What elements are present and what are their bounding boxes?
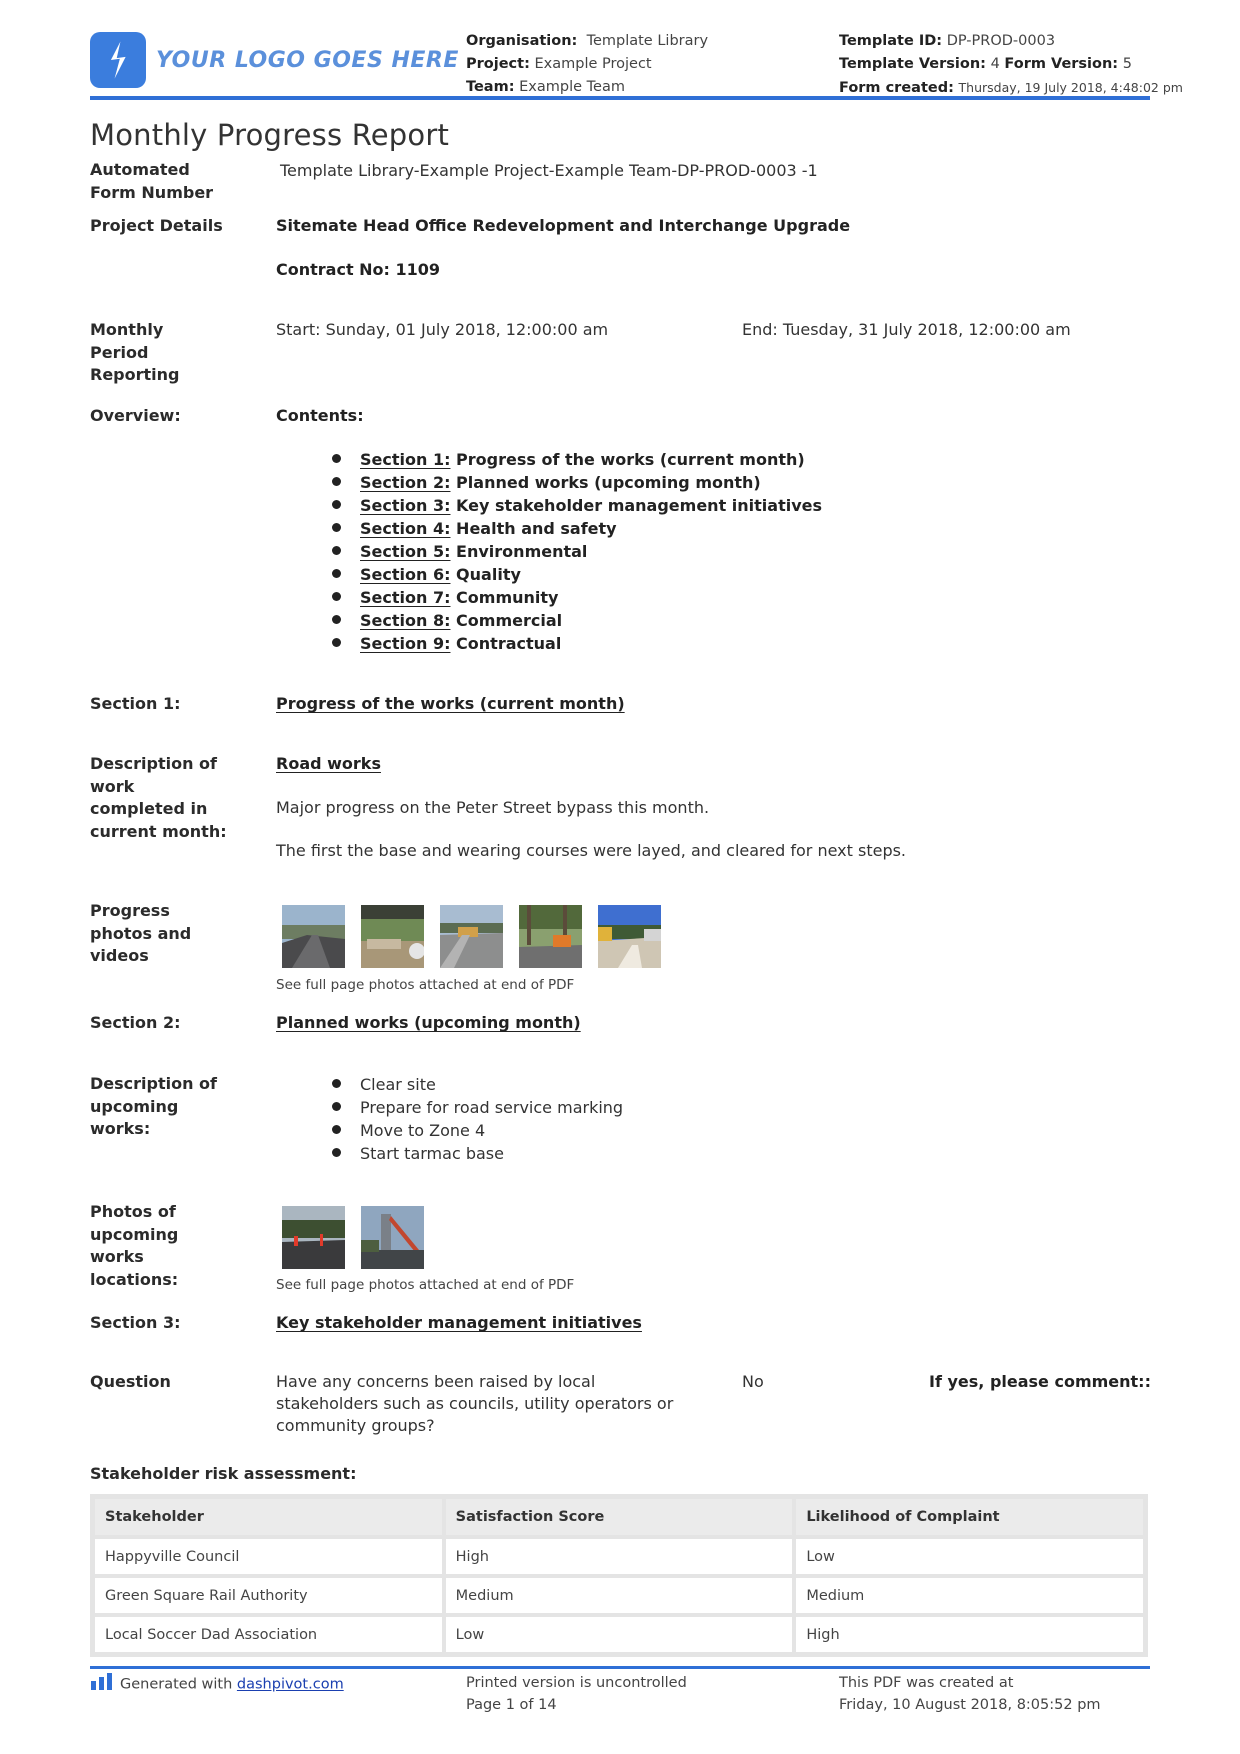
page-number: Page 1 of 14 bbox=[466, 1697, 557, 1713]
pdf-created-value: Friday, 10 August 2018, 8:05:52 pm bbox=[839, 1697, 1101, 1713]
contents-item[interactable]: Section 9: Contractual bbox=[330, 632, 822, 655]
section2-photos-label: Photos of upcoming works locations: bbox=[90, 1202, 179, 1289]
table-cell: Happyville Council bbox=[93, 1537, 444, 1576]
form-version-value: 5 bbox=[1122, 56, 1132, 72]
company-logo bbox=[90, 32, 459, 88]
section-link[interactable]: Section 5: bbox=[360, 542, 451, 561]
photo-thumbnail[interactable] bbox=[598, 905, 661, 968]
project-details-label: Project Details bbox=[90, 216, 223, 235]
photo-thumbnail[interactable] bbox=[519, 905, 582, 968]
team-value: Example Team bbox=[519, 79, 625, 95]
section2-desc-label: Description of upcoming works: bbox=[90, 1074, 218, 1138]
section1-desc-p1: Major progress on the Peter Street bypass this month. bbox=[276, 798, 710, 817]
contract-number: Contract No: 1109 bbox=[276, 260, 441, 279]
section2-photos-caption: See full page photos attached at end of PDF bbox=[276, 1277, 575, 1293]
stakeholder-risk-table bbox=[90, 1494, 1148, 1657]
period-end: End: Tuesday, 31 July 2018, 12:00:00 am bbox=[742, 320, 1071, 339]
section1-heading: Progress of the works (current month) bbox=[276, 694, 625, 713]
page-title: Monthly Progress Report bbox=[90, 118, 450, 152]
logo-text: YOUR LOGO GOES HERE bbox=[156, 47, 459, 73]
template-id-label: Template ID: bbox=[839, 33, 943, 49]
column-header: Stakeholder bbox=[93, 1497, 444, 1537]
template-version-label: Template Version: bbox=[839, 56, 986, 72]
section-link[interactable]: Section 6: bbox=[360, 565, 451, 584]
photo-thumbnail[interactable] bbox=[282, 905, 345, 968]
table-header-row bbox=[93, 1497, 1145, 1537]
contents-item[interactable]: Section 4: Health and safety bbox=[330, 517, 822, 540]
photo-thumbnail[interactable] bbox=[361, 905, 424, 968]
table-cell: Medium bbox=[444, 1576, 795, 1615]
list-item: Clear site bbox=[330, 1073, 623, 1096]
section-link[interactable]: Section 4: bbox=[360, 519, 451, 538]
section3-label: Section 3: bbox=[90, 1313, 181, 1332]
dashpivot-bars-icon bbox=[90, 1672, 114, 1697]
table-cell: Low bbox=[794, 1537, 1145, 1576]
form-number-label: Automated Form Number bbox=[90, 160, 214, 202]
table-cell: High bbox=[794, 1615, 1145, 1654]
section2-label: Section 2: bbox=[90, 1013, 181, 1032]
header-divider bbox=[90, 96, 1150, 100]
table-cell: Local Soccer Dad Association bbox=[93, 1615, 444, 1654]
logo-icon bbox=[90, 32, 146, 88]
footer-page-info bbox=[466, 1672, 687, 1716]
dashpivot-link[interactable]: dashpivot.com bbox=[236, 1676, 344, 1693]
list-item: Move to Zone 4 bbox=[330, 1119, 623, 1142]
header-meta-project bbox=[466, 30, 708, 99]
section1-desc-heading: Road works bbox=[276, 754, 381, 773]
table-row bbox=[93, 1576, 1145, 1615]
organisation-value: Template Library bbox=[586, 33, 709, 49]
overview-label: Overview: bbox=[90, 406, 181, 425]
question-label: Question bbox=[90, 1372, 171, 1391]
section-link[interactable]: Section 1: bbox=[360, 450, 451, 469]
section1-desc-label: Description of work completed in current month: bbox=[90, 754, 227, 841]
contents-item[interactable]: Section 8: Commercial bbox=[330, 609, 822, 632]
photo-thumbnail[interactable] bbox=[440, 905, 503, 968]
list-item: Prepare for road service marking bbox=[330, 1096, 623, 1119]
form-created-label: Form created: bbox=[839, 80, 954, 96]
uncontrolled-note: Printed version is uncontrolled bbox=[466, 1675, 687, 1691]
header-meta-template bbox=[839, 30, 1183, 100]
section-link[interactable]: Section 8: bbox=[360, 611, 451, 630]
project-name: Sitemate Head Office Redevelopment and Interchange Upgrade bbox=[276, 216, 851, 235]
table-cell: Green Square Rail Authority bbox=[93, 1576, 444, 1615]
form-created-value: Thursday, 19 July 2018, 4:48:02 pm bbox=[958, 80, 1183, 95]
pdf-created-label: This PDF was created at bbox=[839, 1675, 1014, 1691]
contents-list bbox=[330, 448, 822, 655]
period-start: Start: Sunday, 01 July 2018, 12:00:00 am bbox=[276, 320, 609, 339]
section1-label: Section 1: bbox=[90, 694, 181, 713]
footer-divider bbox=[90, 1666, 1150, 1669]
section2-heading: Planned works (upcoming month) bbox=[276, 1013, 581, 1032]
section1-desc-p2: The first the base and wearing courses were layed, and cleared for next steps. bbox=[276, 841, 907, 860]
contents-item[interactable]: Section 5: Environmental bbox=[330, 540, 822, 563]
section-link[interactable]: Section 9: bbox=[360, 634, 451, 653]
table-cell: High bbox=[444, 1537, 795, 1576]
contents-item[interactable]: Section 1: Progress of the works (current month) bbox=[330, 448, 822, 471]
risk-assessment-heading: Stakeholder risk assessment: bbox=[90, 1464, 357, 1483]
project-label: Project: bbox=[466, 56, 530, 72]
form-version-label: Form Version: bbox=[1004, 56, 1119, 72]
section1-photos-label: Progress photos and videos bbox=[90, 901, 192, 965]
template-version-value: 4 bbox=[990, 56, 1000, 72]
section-link[interactable]: Section 3: bbox=[360, 496, 451, 515]
form-number-value: Template Library-Example Project-Example Team-DP-PROD-0003 -1 bbox=[280, 161, 818, 180]
contents-item[interactable]: Section 2: Planned works (upcoming month) bbox=[330, 471, 822, 494]
organisation-label: Organisation: bbox=[466, 33, 578, 49]
photo-thumbnail[interactable] bbox=[282, 1206, 345, 1269]
upcoming-works-list bbox=[330, 1073, 623, 1165]
section1-photos-caption: See full page photos attached at end of PDF bbox=[276, 977, 575, 993]
section-link[interactable]: Section 7: bbox=[360, 588, 451, 607]
column-header: Likelihood of Complaint bbox=[794, 1497, 1145, 1537]
period-label: Monthly Period Reporting bbox=[90, 320, 180, 384]
photo-thumbnail[interactable] bbox=[361, 1206, 424, 1269]
footer-generated bbox=[90, 1672, 344, 1697]
contents-heading: Contents: bbox=[276, 406, 364, 425]
question-answer: No bbox=[742, 1372, 764, 1391]
column-header: Satisfaction Score bbox=[444, 1497, 795, 1537]
table-row bbox=[93, 1537, 1145, 1576]
comment-label: If yes, please comment:: bbox=[929, 1372, 1151, 1391]
footer-pdf-created bbox=[839, 1672, 1101, 1716]
section-link[interactable]: Section 2: bbox=[360, 473, 451, 492]
section3-heading: Key stakeholder management initiatives bbox=[276, 1313, 642, 1332]
list-item: Start tarmac base bbox=[330, 1142, 623, 1165]
team-label: Team: bbox=[466, 79, 515, 95]
generated-prefix: Generated with bbox=[120, 1676, 237, 1693]
question-text: Have any concerns been raised by local stakeholders such as councils, utility operators or community groups? bbox=[276, 1372, 674, 1435]
table-cell: Low bbox=[444, 1615, 795, 1654]
project-value: Example Project bbox=[534, 56, 652, 72]
template-id-value: DP-PROD-0003 bbox=[946, 33, 1056, 49]
table-row bbox=[93, 1615, 1145, 1654]
table-cell: Medium bbox=[794, 1576, 1145, 1615]
contents-item[interactable]: Section 7: Community bbox=[330, 586, 822, 609]
section2-photo-gallery bbox=[282, 1206, 424, 1269]
section1-photo-gallery bbox=[282, 905, 661, 968]
contents-item[interactable]: Section 3: Key stakeholder management initiatives bbox=[330, 494, 822, 517]
contents-item[interactable]: Section 6: Quality bbox=[330, 563, 822, 586]
